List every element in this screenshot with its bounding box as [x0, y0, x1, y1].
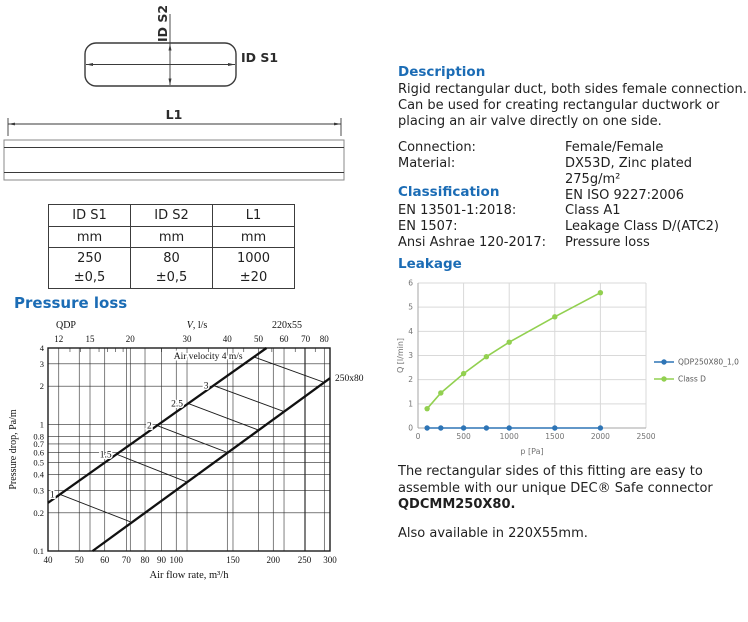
- l1-label: L1: [165, 107, 183, 122]
- axis-tick-label: 250: [297, 555, 312, 565]
- leakage-legend: [654, 358, 739, 384]
- unit-cell: mm: [131, 227, 213, 248]
- table-units-row: [49, 227, 295, 248]
- axis-tick-label: 0.2: [33, 507, 44, 518]
- axis-tick-label: 50: [254, 334, 264, 344]
- y-axis-title: Q [l/min]: [396, 337, 405, 374]
- col-header-l1: L1: [213, 205, 295, 227]
- axis-tick-label: 12: [54, 334, 64, 344]
- material-value-line1: DX53D, Zinc plated 275g/m²: [565, 156, 692, 187]
- unit-cell: mm: [213, 227, 295, 248]
- classification-row: [398, 235, 748, 251]
- dim-tolerance: ±0,5: [155, 270, 188, 285]
- duct-technical-drawing: [0, 0, 374, 198]
- table-values-row: [49, 248, 295, 289]
- classification-label: EN 1507:: [398, 219, 458, 234]
- pressure-grid: [48, 348, 330, 551]
- col-header-id-s1: ID S1: [49, 205, 131, 227]
- axis-tick-label: 0: [408, 423, 413, 433]
- value-cell: [131, 248, 213, 289]
- axis-tick-label: 1: [408, 399, 413, 409]
- axis-tick-label: 90: [156, 555, 166, 565]
- axis-tick-label: 60: [279, 334, 289, 344]
- id-s1-label: ID S1: [241, 50, 279, 65]
- x-axis-title: Air flow rate, m³/h: [149, 570, 229, 581]
- duct-side-view: [4, 140, 344, 180]
- axis-tick-label: 80: [140, 555, 150, 565]
- spec-label: Material:: [398, 156, 456, 171]
- dim-tolerance: ±20: [239, 270, 268, 285]
- axis-tick-label: 70: [121, 555, 131, 565]
- velocity-label: 2: [147, 421, 152, 432]
- velocity-label: 1: [49, 490, 55, 501]
- axis-tick-label: 15: [85, 334, 95, 344]
- classification-section: [398, 184, 748, 251]
- axis-tick-label: 0.7: [33, 438, 44, 449]
- qdp-label: QDP: [55, 320, 77, 331]
- spec-value: Female/Female: [565, 140, 664, 155]
- duct-size-250x80-label: 250x80: [335, 374, 364, 385]
- air-velocity-annotation: Air velocity 4 m/s: [173, 351, 243, 362]
- classification-row: [398, 203, 748, 219]
- axis-tick-label: 20: [125, 334, 135, 344]
- value-cell: [49, 248, 131, 289]
- availability-note: Also available in 220X55mm.: [398, 526, 588, 541]
- velocity-label: 1.5: [99, 450, 112, 461]
- axis-tick-label: 1000: [499, 432, 519, 441]
- axis-tick-label: 2500: [636, 432, 656, 441]
- duct-line-250x80-duct: [93, 378, 330, 551]
- y-axis-title: Pressure drop, Pa/m: [8, 409, 19, 490]
- col-header-id-s2: ID S2: [131, 205, 213, 227]
- classification-value: Class A1: [565, 203, 621, 218]
- spec-row-connection: [398, 140, 748, 156]
- x-axis-title: p [Pa]: [520, 447, 544, 456]
- connector-note-text: The rectangular sides of this fitting are easy to assemble with our unique DEC® Safe connector: [398, 464, 713, 496]
- duct-size-220x55-label: 220x55: [272, 320, 302, 331]
- classification-label: EN 13501-1:2018:: [398, 203, 517, 218]
- axis-tick-label: 1500: [545, 432, 565, 441]
- axis-tick-label: 40: [222, 334, 232, 344]
- legend-label: Class D: [678, 374, 706, 384]
- axis-tick-label: 200: [266, 555, 281, 565]
- velocity-lines: [60, 357, 325, 522]
- duct-line-220x55-duct: [48, 348, 267, 503]
- table-header-row: [49, 205, 295, 227]
- classification-value: Pressure loss: [565, 235, 650, 250]
- axis-tick-label: 60: [100, 555, 110, 565]
- dim-value: 1000: [236, 251, 271, 266]
- legend-label: QDP250X80_1,0: [678, 357, 739, 367]
- velocity-label: 2.5: [171, 399, 184, 410]
- l1-dimension: [8, 107, 341, 136]
- axis-tick-label: 0.5: [33, 457, 44, 468]
- axis-tick-label: 1: [39, 419, 44, 430]
- top-axis-label: V, l/s: [186, 320, 208, 331]
- connector-code: QDCMM250X80.: [398, 497, 516, 512]
- axis-tick-label: 40: [43, 555, 53, 565]
- connector-note: [398, 464, 748, 514]
- axis-tick-label: 0.8: [33, 431, 44, 442]
- spec-label: Connection:: [398, 140, 476, 155]
- leakage-heading: Leakage: [398, 256, 462, 272]
- pressure-loss-heading: Pressure loss: [14, 294, 128, 312]
- classification-row: [398, 219, 748, 235]
- axis-tick-label: 2: [39, 381, 44, 392]
- axis-tick-label: 100: [169, 555, 183, 565]
- classification-heading: Classification: [398, 184, 500, 200]
- axis-tick-label: 3: [408, 351, 413, 360]
- axis-tick-label: 2000: [590, 432, 610, 441]
- velocity-label: 3: [203, 381, 209, 392]
- classification-value: Leakage Class D/(ATC2): [565, 219, 719, 234]
- unit-cell: mm: [49, 227, 131, 248]
- id-s2-label: ID S2: [155, 4, 170, 42]
- axis-tick-label: 0.1: [33, 546, 44, 556]
- axis-tick-label: 50: [74, 555, 84, 565]
- description-text: Rigid rectangular duct, both sides female connection. Can be used for creating rectangular ductwork or placing an air valve directly on one side.: [398, 82, 747, 129]
- axis-tick-label: 0: [415, 432, 421, 441]
- axis-tick-label: 0.6: [33, 447, 44, 458]
- axis-tick-label: 2: [408, 375, 413, 385]
- id-s2-dimension: [155, 5, 172, 85]
- axis-tick-label: 500: [456, 432, 471, 441]
- description-heading: Description: [398, 64, 486, 80]
- axis-tick-label: 300: [323, 555, 337, 565]
- axis-tick-label: 80: [319, 334, 329, 344]
- dimensions-table: [48, 204, 295, 289]
- leakage-grid: [418, 283, 646, 428]
- id-s1-dimension: [86, 50, 278, 66]
- axis-tick-label: 3: [39, 358, 44, 369]
- value-cell: [213, 248, 295, 289]
- dim-value: 80: [163, 251, 180, 266]
- axis-tick-label: 5: [408, 302, 413, 312]
- pressure-loss-chart: [0, 313, 374, 591]
- material-value-line2: EN ISO 9227:2006: [565, 188, 685, 203]
- series-Class-D: [424, 290, 603, 411]
- description-section: [398, 64, 748, 204]
- classification-label: Ansi Ashrae 120-2017:: [398, 235, 546, 250]
- axis-tick-label: 150: [226, 555, 240, 565]
- axis-tick-label: 30: [182, 334, 192, 344]
- leakage-chart: [396, 272, 748, 464]
- dim-tolerance: ±0,5: [73, 270, 106, 285]
- axis-tick-label: 0.3: [33, 485, 44, 496]
- dim-value: 250: [77, 251, 102, 266]
- axis-tick-label: 70: [301, 334, 311, 344]
- axis-tick-label: 6: [408, 278, 413, 288]
- axis-tick-label: 4: [39, 343, 44, 353]
- axis-tick-label: 4: [408, 326, 413, 336]
- series-QDP250X80-1-0: [424, 425, 603, 430]
- axis-tick-label: 0.4: [33, 469, 44, 480]
